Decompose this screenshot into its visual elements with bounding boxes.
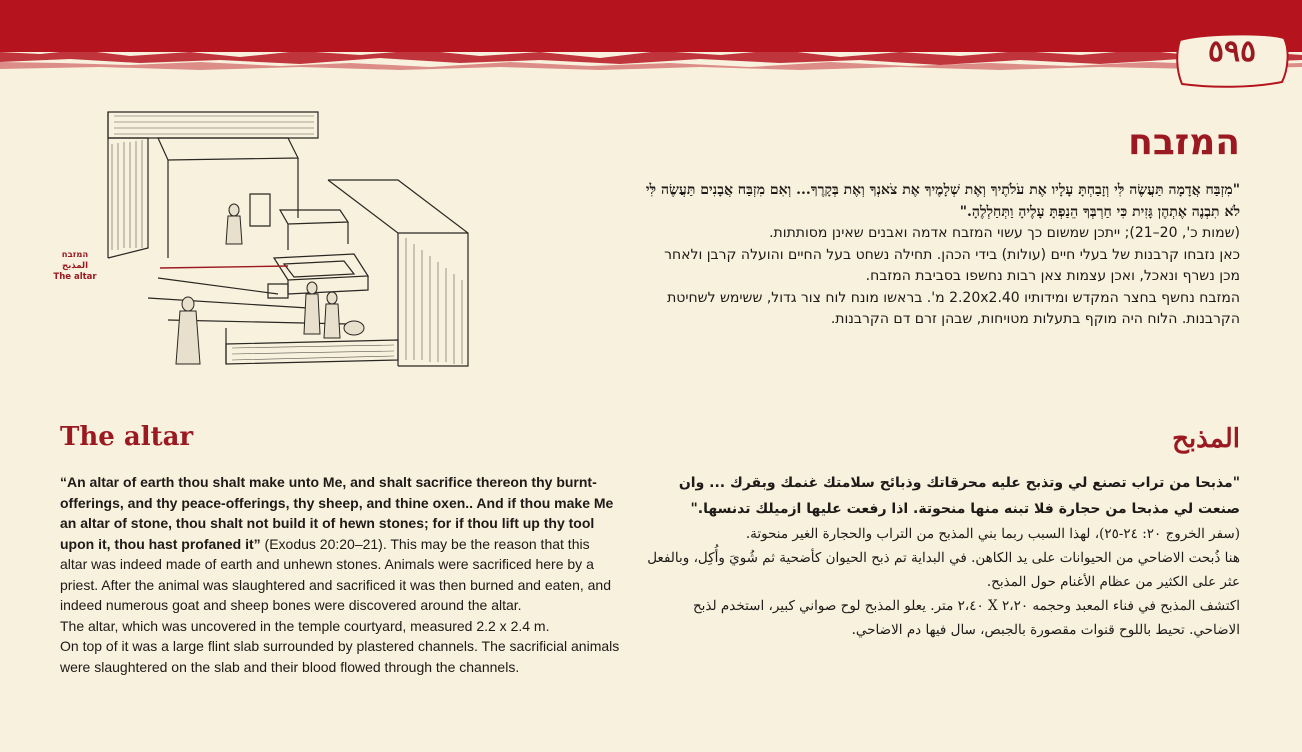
- page-number: ٥٩٥: [1207, 34, 1257, 69]
- arabic-citation: (سفر الخروج ٢٠: ٢٤-٢٥)، لهذا السبب ربما بني المذبح من التراب والحجارة الغير منحوتة.: [745, 526, 1240, 542]
- arabic-paragraph-2: اكتشف المذبح في فناء المعبد وحجمه ٢،٢٠ X ٢،٤٠ متر. يعلو المذبح لوح صواني كبير، استخدم لذبح الاضاحي. تحيط باللوح قنوات مقصورة بالجبص، سال فيها دم الاضاحي.: [692, 598, 1240, 638]
- arabic-paragraph-1: هنا ذُبحت الاضاحي من الحيوانات على يد الكاهن. في البداية تم ذبح الحيوان كأضحية ثم شُويَ وأُكِل، وبالفعل عثر على الكثير من عظام الأغنام حول المذبح.: [647, 550, 1240, 590]
- english-quote: “An altar of earth thou shalt make unto Me, and shalt sacrifice thereon thy burnt-offerings, and thy peace-offerings, thy sheep, and thine oxen.. And if thou make Me an altar of stone, thou shalt not build it of hewn stones; for if thou lift up thy tool upon it, thou hast profaned it”: [60, 474, 614, 552]
- english-paragraph-1: The altar, which was uncovered in the temple courtyard, measured 2.2 x 2.4 m.: [60, 617, 550, 634]
- english-quote-block: [60, 472, 620, 616]
- hebrew-citation: (שמות כ', 20–21); ייתכן שמשום כך עשוי המזבח אדמה ואבנים שאינן מסותתות.: [769, 225, 1240, 241]
- top-banner: [0, 0, 1302, 74]
- hebrew-paragraph-1: כאן נזבחו קרבנות של בעלי חיים (עולות) בידי הכהן. תחילה נשחט בעל החיים והועלה קרבן ולאחר מכן נשרף ונאכל, ואכן עצמות צאן רבות נחשפו בסביבת המזבח.: [664, 246, 1240, 284]
- english-citation: (Exodus 20:20–21). This may be the reason that this altar was indeed made of earth and unhewn stones. Animals were sacrificed here by a priest. After the animal was slaughtered and sacrificed it was then burned and eaten, and indeed numerous goat and sheep bones were discovered around the altar.: [60, 535, 612, 613]
- arabic-quote: "مذبحا من تراب تصنع لي وتذبح عليه محرقاتك وذبائح سلامتك غنمك وبقرك ... وان صنعت لي مذبحا من حجارة فلا تبنه منها منحوتة. اذا رفعت عليها ازميلك تدنسها.": [678, 475, 1240, 517]
- label-arabic: المذبح: [61, 261, 89, 271]
- altar-pointer-line: [160, 266, 288, 268]
- page-number-badge: [1172, 30, 1292, 90]
- hebrew-paragraph-2: המזבח נחשף בחצר המקדש ומידותיו 2.20x2.40 מ'. בראשו מונח לוח צור גדול, ששימש לשחיטת הקרבנות. הלוח היה מוקף בתעלות מטויחות, שבהן זרם דם הקרבנות.: [667, 289, 1240, 327]
- english-title: The altar: [60, 422, 194, 452]
- arabic-title: المذبح: [1172, 424, 1240, 454]
- label-hebrew: המזבח: [61, 250, 89, 260]
- illustration-label: [40, 250, 110, 283]
- hebrew-body: [640, 180, 1240, 331]
- arabic-body: [640, 470, 1240, 642]
- english-body: [60, 472, 620, 677]
- altar-illustration: [48, 98, 488, 388]
- hebrew-title: המזבח: [1128, 122, 1240, 163]
- hebrew-quote: "מִזְבַּח אֲדָמָה תַּעֲשֶׂה לִּי וְזָבַחְתָּ עָלָיו אֶת עֹלֹתֶיךָ וְאֶת שְׁלָמֶיךָ אֶת צֹאנְךָ וְאֶת בְּקָרֶךָ... וְאִם מִזְבַּח אֲבָנִים תַּעֲשֶׂה לִּי לֹא תִבְנֶה אֶתְהֶן גָּזִית כִּי חַרְבְּךָ הֵנַפְתָּ עָלֶיהָ וַתְּחַלְלֶהָ.": [645, 182, 1240, 220]
- label-english: The altar: [53, 272, 97, 282]
- english-paragraph-2: On top of it was a large flint slab surrounded by plastered channels. The sacrificial animals were slaughtered on the slab and their blood flowed through the channels.: [60, 638, 620, 675]
